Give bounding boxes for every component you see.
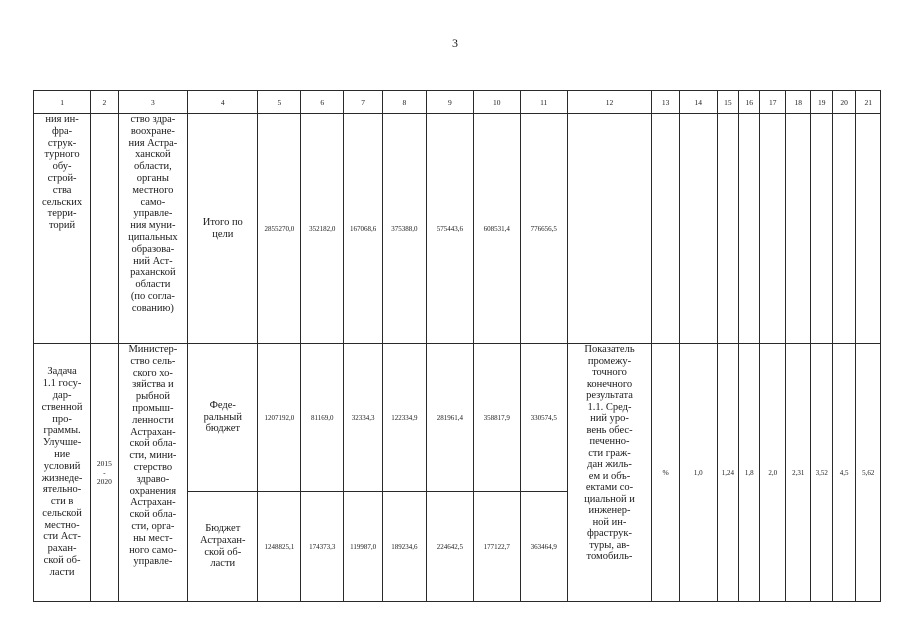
header-cell: 8: [382, 91, 426, 114]
value-cell: 352182,0: [301, 114, 344, 344]
header-cell: 16: [739, 91, 760, 114]
value-cell: 122334,9: [382, 344, 426, 492]
header-cell: 19: [811, 91, 832, 114]
unit-cell: %: [652, 344, 680, 602]
period-cell: 2015 - 2020: [96, 459, 112, 486]
header-cell: 5: [258, 91, 301, 114]
funding-source-cell: Бюджет Астрахан- ской об- ласти: [200, 522, 246, 570]
header-cell: 12: [567, 91, 652, 114]
funding-source-cell: Феде- ральный бюджет: [203, 399, 242, 435]
header-cell: 20: [832, 91, 855, 114]
header-cell: 11: [520, 91, 567, 114]
header-cell: 1: [34, 91, 91, 114]
page-number: 3: [452, 36, 458, 50]
table-row-federal: [34, 344, 881, 492]
value-cell: 1207192,0: [258, 344, 301, 492]
value-cell: 167068,6: [344, 114, 383, 344]
indicator-cell: Показатель промежу- точного конечного результата 1.1. Сред- ний уро- вень обес- печенно- сти граж- дан жиль- ем и объ- ектами со- циальной и инженер- ной ин- фраструк- туры, ав- томобиль-: [584, 344, 635, 562]
value-cell: 32334,3: [344, 344, 383, 492]
value-cell: 189234,6: [382, 492, 426, 602]
header-cell: 6: [301, 91, 344, 114]
header-cell: 18: [785, 91, 811, 114]
responsible-executor-cell: ство здра- воохране- ния Астра- ханской области, органы местного само- управле- ния муни- ципальных образова- ний Аст- раханской области (по согла- сованию): [128, 114, 178, 314]
program-table: [33, 90, 881, 602]
target-cell: 1,0: [679, 344, 717, 602]
header-cell: 15: [717, 91, 738, 114]
header-cell: 14: [679, 91, 717, 114]
value-cell: 363464,9: [520, 492, 567, 602]
target-cell: 5,62: [856, 344, 881, 602]
target-cell: 1,24: [717, 344, 738, 602]
value-cell: 224642,5: [426, 492, 473, 602]
value-cell: 81169,0: [301, 344, 344, 492]
value-cell: 119987,0: [344, 492, 383, 602]
funding-source-cell: Итого по цели: [202, 216, 243, 240]
value-cell: 177122,7: [473, 492, 520, 602]
header-cell: 13: [652, 91, 680, 114]
task-name-cell: Задача 1.1 госу- дар- ственной про- граммы. Улучше- ние условий жизнеде- ятельно- сти в сельской местно- сти Аст- рахан- ской об- ласти: [41, 366, 83, 578]
goal-name-cell: ния ин- фра- струк- турного обу- строй- ства сельских терри- торий: [42, 114, 83, 232]
header-row: [34, 91, 881, 114]
header-cell: 4: [188, 91, 258, 114]
target-cell: 3,52: [811, 344, 832, 602]
value-cell: 1248825,1: [258, 492, 301, 602]
value-cell: 281961,4: [426, 344, 473, 492]
value-cell: 776656,5: [520, 114, 567, 344]
value-cell: 575443,6: [426, 114, 473, 344]
header-cell: 9: [426, 91, 473, 114]
responsible-executor-cell: Министер- ство сель- ского хо- зяйства и рыбной промыш- ленности Астрахан- ской обла- сти, мини- стерство здраво- охранения Астрахан- ской обла- сти, орга- ны мест- ного само- управле-: [128, 344, 178, 568]
header-cell: 2: [91, 91, 119, 114]
table-row-total: [34, 114, 881, 344]
value-cell: 375388,0: [382, 114, 426, 344]
value-cell: 330574,5: [520, 344, 567, 492]
header-cell: 7: [344, 91, 383, 114]
target-cell: 1,8: [739, 344, 760, 602]
value-cell: 2855270,0: [258, 114, 301, 344]
header-cell: 3: [118, 91, 187, 114]
value-cell: 608531,4: [473, 114, 520, 344]
target-cell: 4,5: [832, 344, 855, 602]
target-cell: 2,31: [785, 344, 811, 602]
value-cell: 358817,9: [473, 344, 520, 492]
value-cell: 174373,3: [301, 492, 344, 602]
target-cell: 2,0: [760, 344, 786, 602]
header-cell: 17: [760, 91, 786, 114]
header-cell: 10: [473, 91, 520, 114]
header-cell: 21: [856, 91, 881, 114]
